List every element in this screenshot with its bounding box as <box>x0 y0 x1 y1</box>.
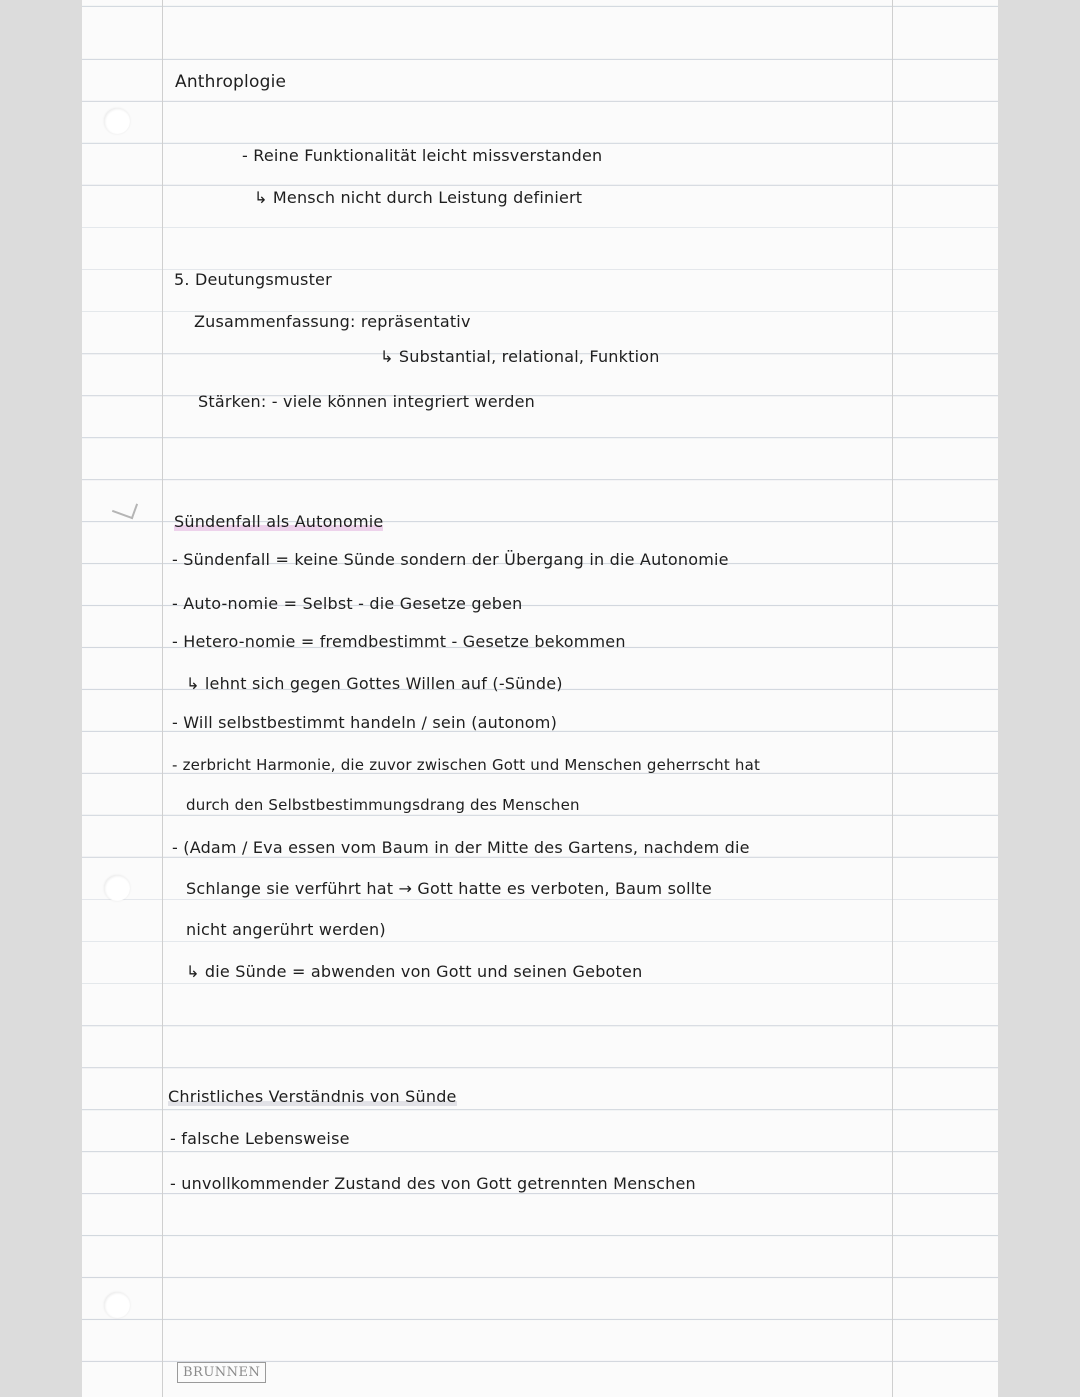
checkmark-icon <box>112 497 138 520</box>
note-line: Zusammenfassung: repräsentativ <box>194 312 471 331</box>
note-line: - unvollkommender Zustand des von Gott getrennten Menschen <box>170 1174 696 1193</box>
note-line: ↳ Mensch nicht durch Leistung definiert <box>254 188 583 207</box>
left-margin-line <box>162 0 163 1397</box>
note-line: Schlange sie verführt hat → Gott hatte es verboten, Baum sollte <box>186 879 712 898</box>
section-heading: Christliches Verständnis von Sünde <box>168 1087 457 1106</box>
punch-hole <box>104 875 130 901</box>
note-line: - Reine Funktionalität leicht missverstanden <box>242 146 603 165</box>
section-heading: 5. Deutungsmuster <box>174 270 332 289</box>
note-line: ↳ lehnt sich gegen Gottes Willen auf (-Sünde) <box>186 674 563 693</box>
page-title: Anthroplogie <box>175 72 287 92</box>
note-line: ↳ die Sünde = abwenden von Gott und seinen Geboten <box>186 962 643 981</box>
note-line: - zerbricht Harmonie, die zuvor zwischen Gott und Menschen geherrscht hat <box>172 756 761 774</box>
brand-logo: BRUNNEN <box>177 1362 266 1383</box>
note-line: - falsche Lebensweise <box>170 1129 350 1148</box>
note-line: - Hetero-nomie = fremdbestimmt - Gesetze bekommen <box>172 632 626 651</box>
punch-hole <box>104 108 130 134</box>
note-line: - Auto-nomie = Selbst - die Gesetze geben <box>172 594 523 613</box>
section-heading: Sündenfall als Autonomie <box>174 512 384 531</box>
note-line: - Will selbstbestimmt handeln / sein (autonom) <box>172 713 558 732</box>
note-line: durch den Selbstbestimmungsdrang des Menschen <box>186 796 580 814</box>
note-line: - Sündenfall = keine Sünde sondern der Übergang in die Autonomie <box>172 550 729 569</box>
note-line: Stärken: - viele können integriert werden <box>198 392 536 411</box>
note-line: nicht angerührt werden) <box>186 920 386 939</box>
note-line: ↳ Substantial, relational, Funktion <box>380 347 660 366</box>
right-margin-line <box>892 0 893 1397</box>
note-line: - (Adam / Eva essen vom Baum in der Mitte des Gartens, nachdem die <box>172 838 750 857</box>
notebook-page <box>82 0 998 1397</box>
punch-hole <box>104 1292 130 1318</box>
